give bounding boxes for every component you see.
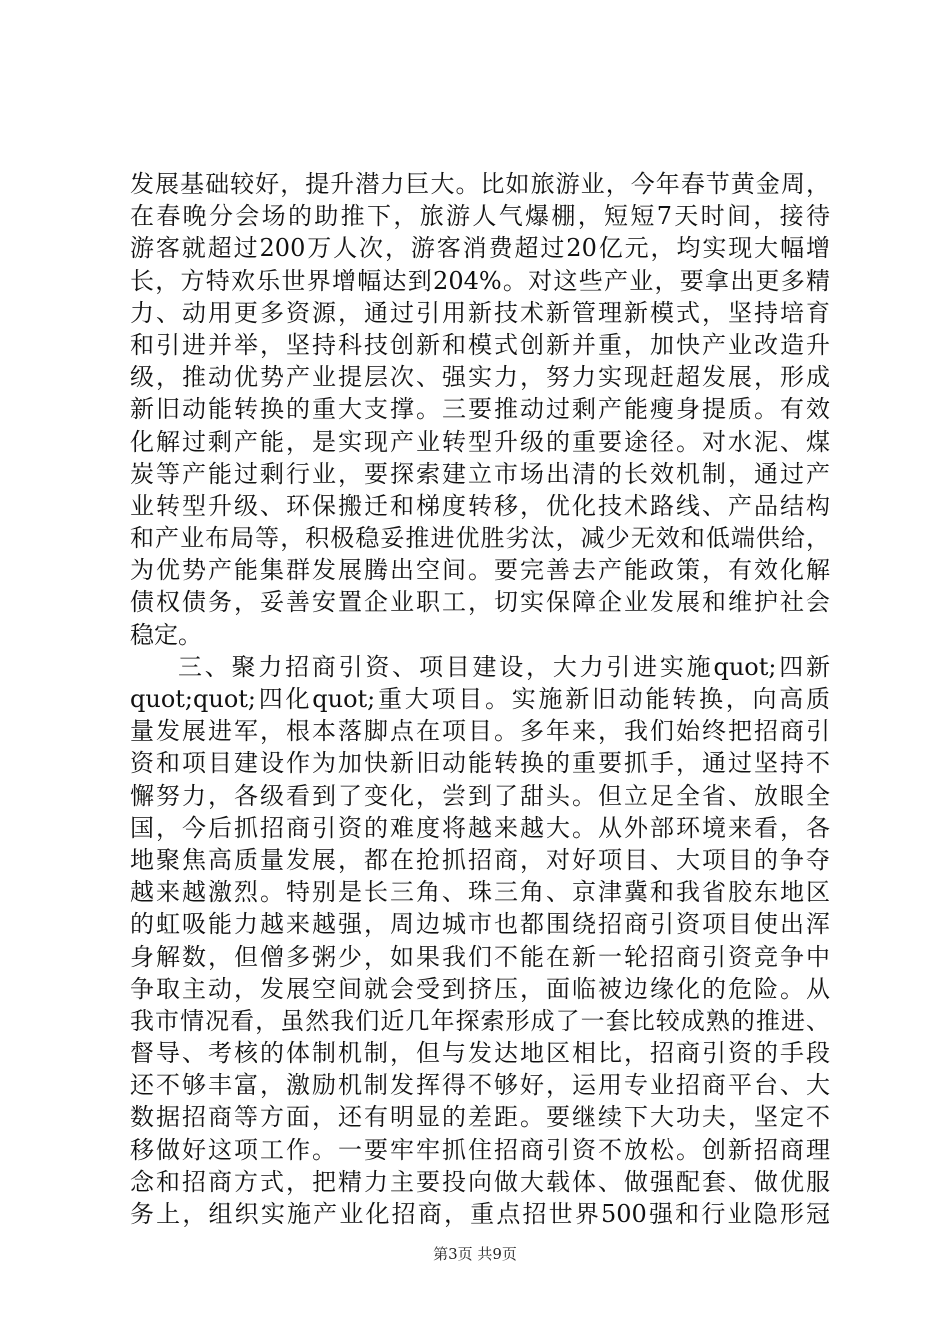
text-line: 地聚焦高质量发展，都在抢抓招商，对好项目、大项目的争夺 — [130, 845, 830, 874]
section-heading-line: 三、聚力招商引资、项目建设，大力引进实施quot;四新 — [178, 652, 830, 681]
text-line: 的虹吸能力越来越强，周边城市也都围绕招商引资项目使出浑 — [130, 910, 830, 939]
text-line: 债权债务，妥善安置企业职工，切实保障企业发展和维护社会 — [130, 588, 830, 617]
text-line: 为优势产能集群发展腾出空间。要完善去产能政策，有效化解 — [130, 556, 830, 585]
text-line: 和产业布局等，积极稳妥推进优胜劣汰，减少无效和低端供给， — [130, 524, 830, 553]
text-line: 资和项目建设作为加快新旧动能转换的重要抓手，通过坚持不 — [130, 749, 830, 778]
text-line: 懈努力，各级看到了变化，尝到了甜头。但立足全省、放眼全 — [130, 781, 830, 810]
text-line: 国，今后抓招商引资的难度将越来越大。从外部环境来看，各 — [130, 813, 830, 842]
page-number: 第3页 共9页 — [433, 1245, 517, 1263]
text-line: 化解过剩产能，是实现产业转型升级的重要途径。对水泥、煤 — [130, 427, 830, 456]
page-footer — [0, 1244, 950, 1264]
text-line: 数据招商等方面，还有明显的差距。要继续下大功夫，坚定不 — [130, 1103, 830, 1132]
text-line: 在春晚分会场的助推下，旅游人气爆棚，短短7天时间，接待 — [130, 202, 830, 231]
text-line: 炭等产能过剩行业，要探索建立市场出清的长效机制，通过产 — [130, 459, 830, 488]
text-line: 业转型升级、环保搬迁和梯度转移，优化技术路线、产品结构 — [130, 491, 830, 520]
text-line: 我市情况看，虽然我们近几年探索形成了一套比较成熟的推进、 — [130, 1006, 830, 1035]
text-line: 移做好这项工作。一要牢牢抓住招商引资不放松。创新招商理 — [130, 1135, 830, 1164]
text-line: 新旧动能转换的重大支撑。三要推动过剩产能瘦身提质。有效 — [130, 395, 830, 424]
text-line: 务上，组织实施产业化招商，重点招世界500强和行业隐形冠 — [130, 1200, 830, 1228]
text-line: 争取主动，发展空间就会受到挤压，面临被边缘化的危险。从 — [130, 974, 830, 1003]
body-text — [130, 168, 830, 1230]
text-line: 发展基础较好，提升潜力巨大。比如旅游业，今年春节黄金周， — [130, 170, 830, 198]
text-line: 越来越激烈。特别是长三角、珠三角、京津冀和我省胶东地区 — [130, 878, 830, 907]
text-line: 量发展进军，根本落脚点在项目。多年来，我们始终把招商引 — [130, 717, 830, 746]
text-line: 长，方特欢乐世界增幅达到204%。对这些产业，要拿出更多精 — [130, 266, 830, 295]
text-line: 督导、考核的体制机制，但与发达地区相比，招商引资的手段 — [130, 1039, 830, 1068]
text-line: 游客就超过200万人次，游客消费超过20亿元，均实现大幅增 — [130, 234, 830, 263]
text-line: 和引进并举，坚持科技创新和模式创新并重，加快产业改造升 — [130, 330, 830, 359]
text-line: 念和招商方式，把精力主要投向做大载体、做强配套、做优服 — [130, 1167, 830, 1196]
text-line: 级，推动优势产业提层次、强实力，努力实现赶超发展，形成 — [130, 363, 830, 392]
text-line: 还不够丰富，激励机制发挥得不够好，运用专业招商平台、大 — [130, 1071, 830, 1100]
paragraph-end-line: 稳定。 — [130, 620, 202, 649]
text-line: quot;quot;四化quot;重大项目。实施新旧动能转换，向高质 — [130, 685, 830, 713]
text-line: 力、动用更多资源，通过引用新技术新管理新模式，坚持培育 — [130, 298, 830, 327]
text-line: 身解数，但僧多粥少，如果我们不能在新一轮招商引资竞争中 — [130, 942, 830, 971]
